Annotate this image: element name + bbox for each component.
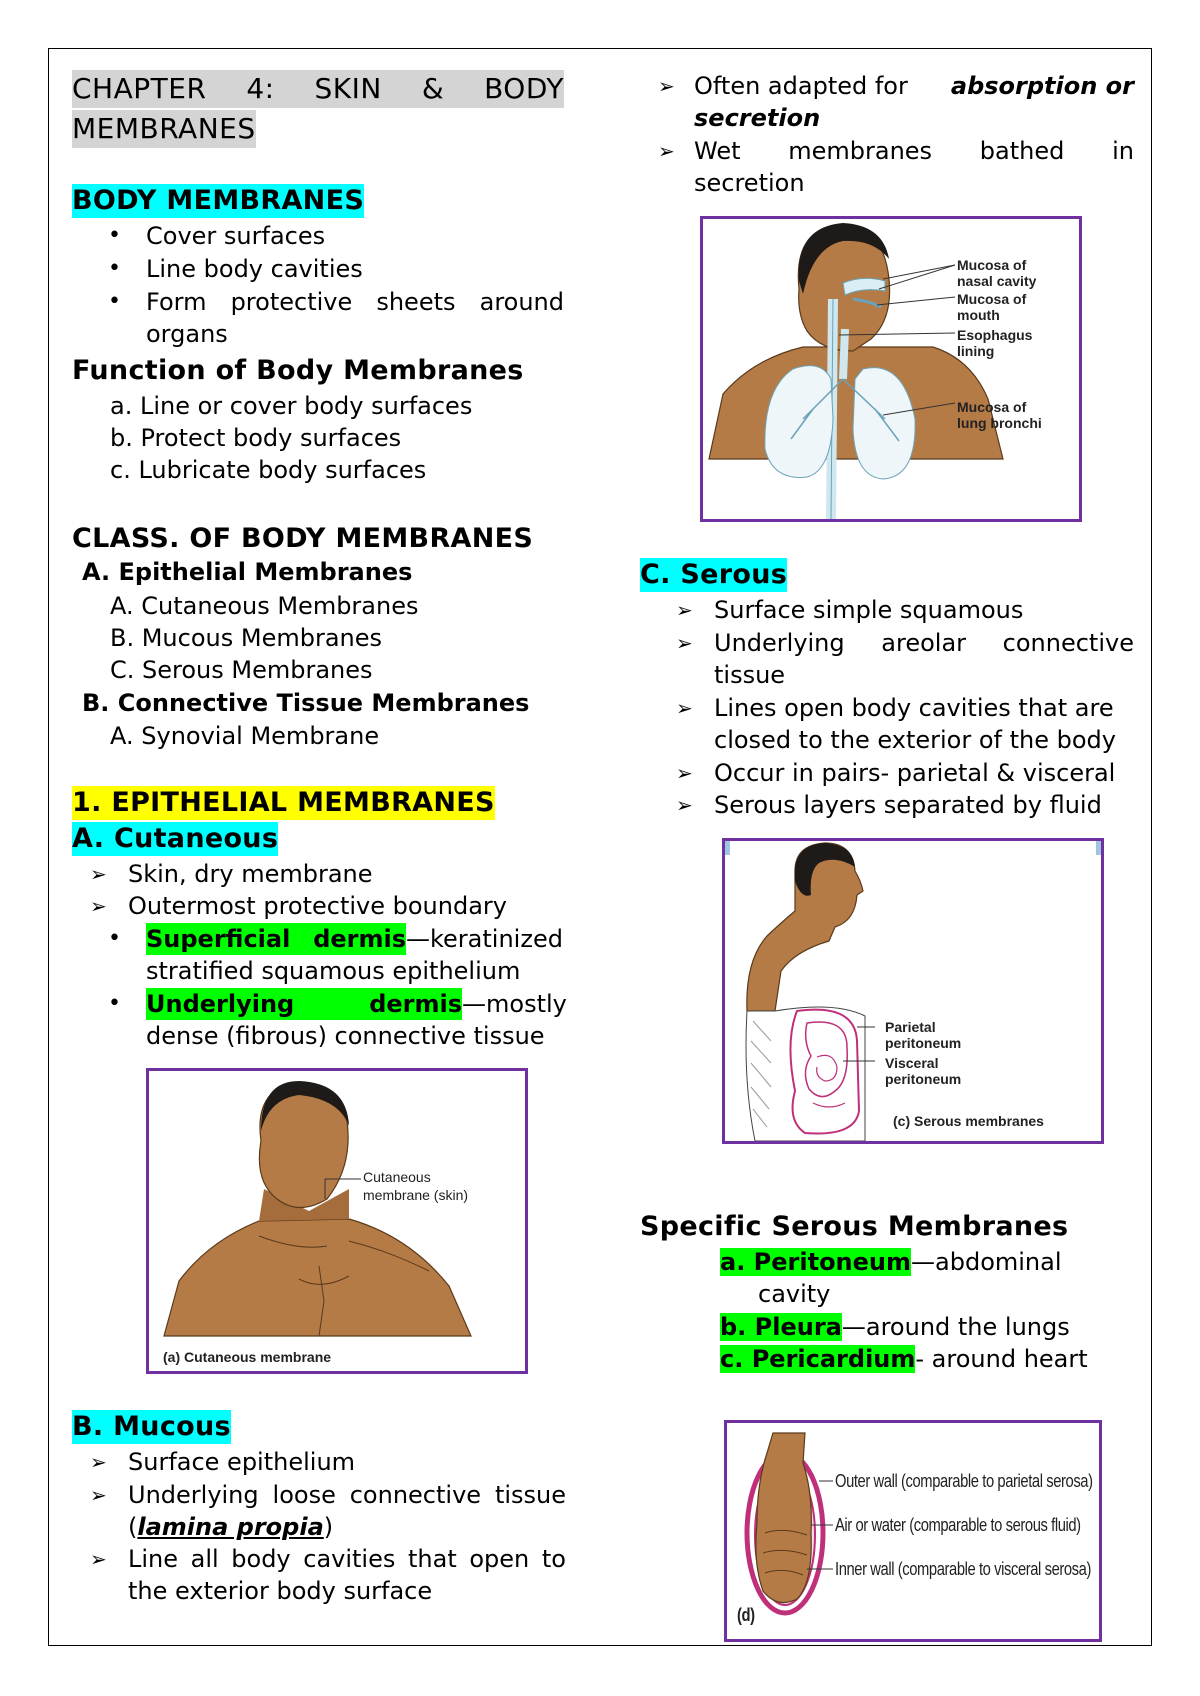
specific-serous-rest: - around heart [915, 1345, 1088, 1373]
body-membranes-heading: BODY MEMBRANES [72, 185, 365, 216]
figure-label-air-water: Air or water (comparable to serous fluid) [835, 1515, 1081, 1535]
arrow-bullet-icon: ➢ [676, 761, 693, 785]
figure-label-lung: Mucosa of [957, 399, 1027, 415]
serous-point: Serous layers separated by fluid [714, 791, 1102, 819]
word: sheets [376, 288, 456, 316]
superficial-dermis-cont: stratified squamous epithelium [146, 957, 521, 985]
underlying-dermis-line [146, 988, 568, 1020]
chapter-title-line2: MEMBRANES [72, 110, 256, 148]
arrow-bullet-icon: ➢ [90, 894, 107, 918]
figure-letter: (d) [737, 1605, 755, 1625]
chapter-title-line1 [72, 70, 564, 108]
bullet-icon: • [108, 289, 121, 314]
paren-close: ) [323, 1513, 334, 1541]
word: all [190, 1545, 219, 1573]
cutaneous-point: Outermost protective boundary [128, 892, 507, 920]
title-word: BODY [484, 72, 564, 105]
mucous-membrane-figure [700, 216, 1082, 522]
class-epithelial-item: B. Mucous Membranes [110, 624, 383, 652]
bullet-icon: • [108, 926, 121, 951]
arrow-bullet-icon: ➢ [90, 862, 107, 886]
superficial-dermis-term [146, 923, 406, 955]
word: that [407, 1545, 457, 1573]
cutaneous-figure-label-line: Cutaneous [363, 1169, 431, 1185]
serous-point [714, 627, 1134, 659]
arrow-bullet-icon: ➢ [90, 1450, 107, 1474]
arrow-bullet-icon: ➢ [90, 1547, 107, 1571]
cutaneous-heading: A. Cutaneous [72, 823, 279, 854]
serous-membrane-figure [722, 838, 1104, 1144]
word: dermis [313, 925, 406, 953]
function-item: a. Line or cover body surfaces [110, 392, 473, 420]
class-epithelial-label: A. Epithelial Membranes [82, 558, 413, 586]
title-word: & [421, 72, 445, 105]
specific-serous-term: c. Pericardium [720, 1345, 916, 1373]
specific-serous-item [720, 1343, 1088, 1375]
adapted-term: absorption or [950, 72, 1134, 100]
underlying-dermis-term [146, 988, 462, 1020]
arrow-bullet-icon: ➢ [676, 631, 693, 655]
word: cavities [303, 1545, 396, 1573]
specific-serous-term: a. Peritoneum [720, 1248, 912, 1276]
arrow-bullet-icon: ➢ [676, 598, 693, 622]
classification-heading: CLASS. OF BODY MEMBRANES [72, 523, 534, 554]
bullet-icon: • [108, 223, 121, 248]
class-connective-label: B. Connective Tissue Membranes [82, 689, 530, 717]
mucous-point [128, 1479, 566, 1511]
arrow-bullet-icon: ➢ [658, 74, 675, 98]
arrow-bullet-icon: ➢ [658, 139, 675, 163]
body-membranes-item: Cover surfaces [146, 222, 326, 250]
specific-serous-term: b. Pleura [720, 1313, 842, 1341]
mucous-point-cont [128, 1511, 333, 1543]
mucous-heading: B. Mucous [72, 1411, 231, 1442]
body-membranes-item-cont: organs [146, 320, 228, 348]
word: Underlying [128, 1481, 259, 1509]
figure-label-visceral: peritoneum [885, 1071, 962, 1087]
function-heading: Function of Body Membranes [72, 355, 524, 386]
underlying-dermis-rest: —mostly [462, 990, 567, 1018]
specific-serous-item [720, 1311, 1070, 1343]
serous-heading: C. Serous [640, 559, 788, 590]
word: dermis [369, 990, 462, 1018]
word: connective [1002, 629, 1134, 657]
adapted-term-cont: secretion [694, 104, 821, 132]
title-word: 4: [246, 72, 275, 105]
cutaneous-figure-illustration [149, 1071, 525, 1371]
word: to [541, 1545, 566, 1573]
title-word: CHAPTER [72, 72, 207, 105]
specific-serous-rest: —abdominal [911, 1248, 1062, 1276]
figure-label-mouth: mouth [957, 307, 1000, 323]
arrow-bullet-icon: ➢ [90, 1483, 107, 1507]
specific-serous-rest: —around the lungs [841, 1313, 1070, 1341]
figure-label-nasal: Mucosa of [957, 257, 1027, 273]
figure-label-inner-wall: Inner wall (comparable to visceral serosa) [835, 1559, 1091, 1579]
bullet-icon: • [108, 256, 121, 281]
arrow-bullet-icon: ➢ [676, 793, 693, 817]
cutaneous-membrane-figure [146, 1068, 528, 1374]
word: connective [349, 1481, 482, 1509]
class-connective-item: A. Synovial Membrane [110, 722, 380, 750]
bullet-icon: • [108, 991, 121, 1016]
word: membranes [788, 137, 933, 165]
underlying-dermis-cont: dense (fibrous) connective tissue [146, 1022, 545, 1050]
figure-label-parietal: peritoneum [885, 1035, 962, 1051]
specific-serous-heading: Specific Serous Membranes [640, 1211, 1069, 1242]
serous-point: Surface simple squamous [714, 596, 1024, 624]
serous-point-cont: closed to the exterior of the body [714, 726, 1116, 754]
word: protective [230, 288, 353, 316]
epithelial-heading: 1. EPITHELIAL MEMBRANES [72, 787, 495, 818]
body-membranes-item [146, 286, 564, 318]
serous-point-cont: tissue [714, 661, 786, 689]
word: in [1112, 137, 1134, 165]
arrow-bullet-icon: ➢ [676, 696, 693, 720]
paren-open: ( [128, 1513, 138, 1541]
body-membranes-item: Line body cavities [146, 255, 363, 283]
class-epithelial-item: C. Serous Membranes [110, 656, 373, 684]
word: body [231, 1545, 291, 1573]
specific-serous-item [720, 1246, 1062, 1278]
mucous-wet-cont: secretion [694, 169, 805, 197]
word: open [469, 1545, 530, 1573]
specific-serous-item-cont: cavity [758, 1280, 831, 1308]
word: bathed [979, 137, 1065, 165]
figure-label-esophagus: Esophagus [957, 327, 1033, 343]
mucous-adapted-line [694, 70, 1134, 102]
lamina-propia-term: lamina propia [137, 1513, 324, 1541]
word: Line [128, 1545, 179, 1573]
figure-label-visceral: Visceral [885, 1055, 939, 1071]
figure-label-esophagus: lining [957, 343, 995, 359]
figure-label-lung: lung bronchi [957, 415, 1042, 431]
word: areolar [881, 629, 967, 657]
function-item: c. Lubricate body surfaces [110, 456, 427, 484]
word: tissue [494, 1481, 566, 1509]
superficial-dermis-line [146, 923, 566, 955]
figure-label-nasal: nasal cavity [957, 273, 1037, 289]
serosa-analogy-figure [724, 1420, 1102, 1642]
serous-figure-caption: (c) Serous membranes [893, 1113, 1044, 1129]
word: loose [272, 1481, 336, 1509]
serous-figure-illustration [725, 841, 1101, 1141]
cutaneous-point: Skin, dry membrane [128, 860, 373, 888]
title-word: SKIN [314, 72, 382, 105]
word: Underlying [714, 629, 845, 657]
serous-point: Occur in pairs- parietal & visceral [714, 759, 1116, 787]
adapted-prefix: Often adapted for [694, 72, 916, 100]
class-epithelial-item: A. Cutaneous Membranes [110, 592, 419, 620]
figure-label-mouth: Mucosa of [957, 291, 1027, 307]
word: Form [146, 288, 207, 316]
word: Underlying [146, 990, 295, 1018]
figure-label-parietal: Parietal [885, 1019, 936, 1035]
mucous-point-cont: the exterior body surface [128, 1577, 433, 1605]
figure-label-outer-wall: Outer wall (comparable to parietal serosa) [835, 1471, 1093, 1491]
word: Wet [694, 137, 741, 165]
cutaneous-figure-label-line: membrane (skin) [363, 1187, 469, 1203]
word: Superficial [146, 925, 291, 953]
word: around [479, 288, 564, 316]
mucous-point: Surface epithelium [128, 1448, 356, 1476]
superficial-dermis-rest: —keratinized [406, 925, 563, 953]
serous-point: Lines open body cavities that are [714, 694, 1114, 722]
cutaneous-figure-caption: (a) Cutaneous membrane [163, 1349, 332, 1365]
function-item: b. Protect body surfaces [110, 424, 402, 452]
mucous-point [128, 1543, 566, 1575]
mucous-wet-line [694, 135, 1134, 167]
